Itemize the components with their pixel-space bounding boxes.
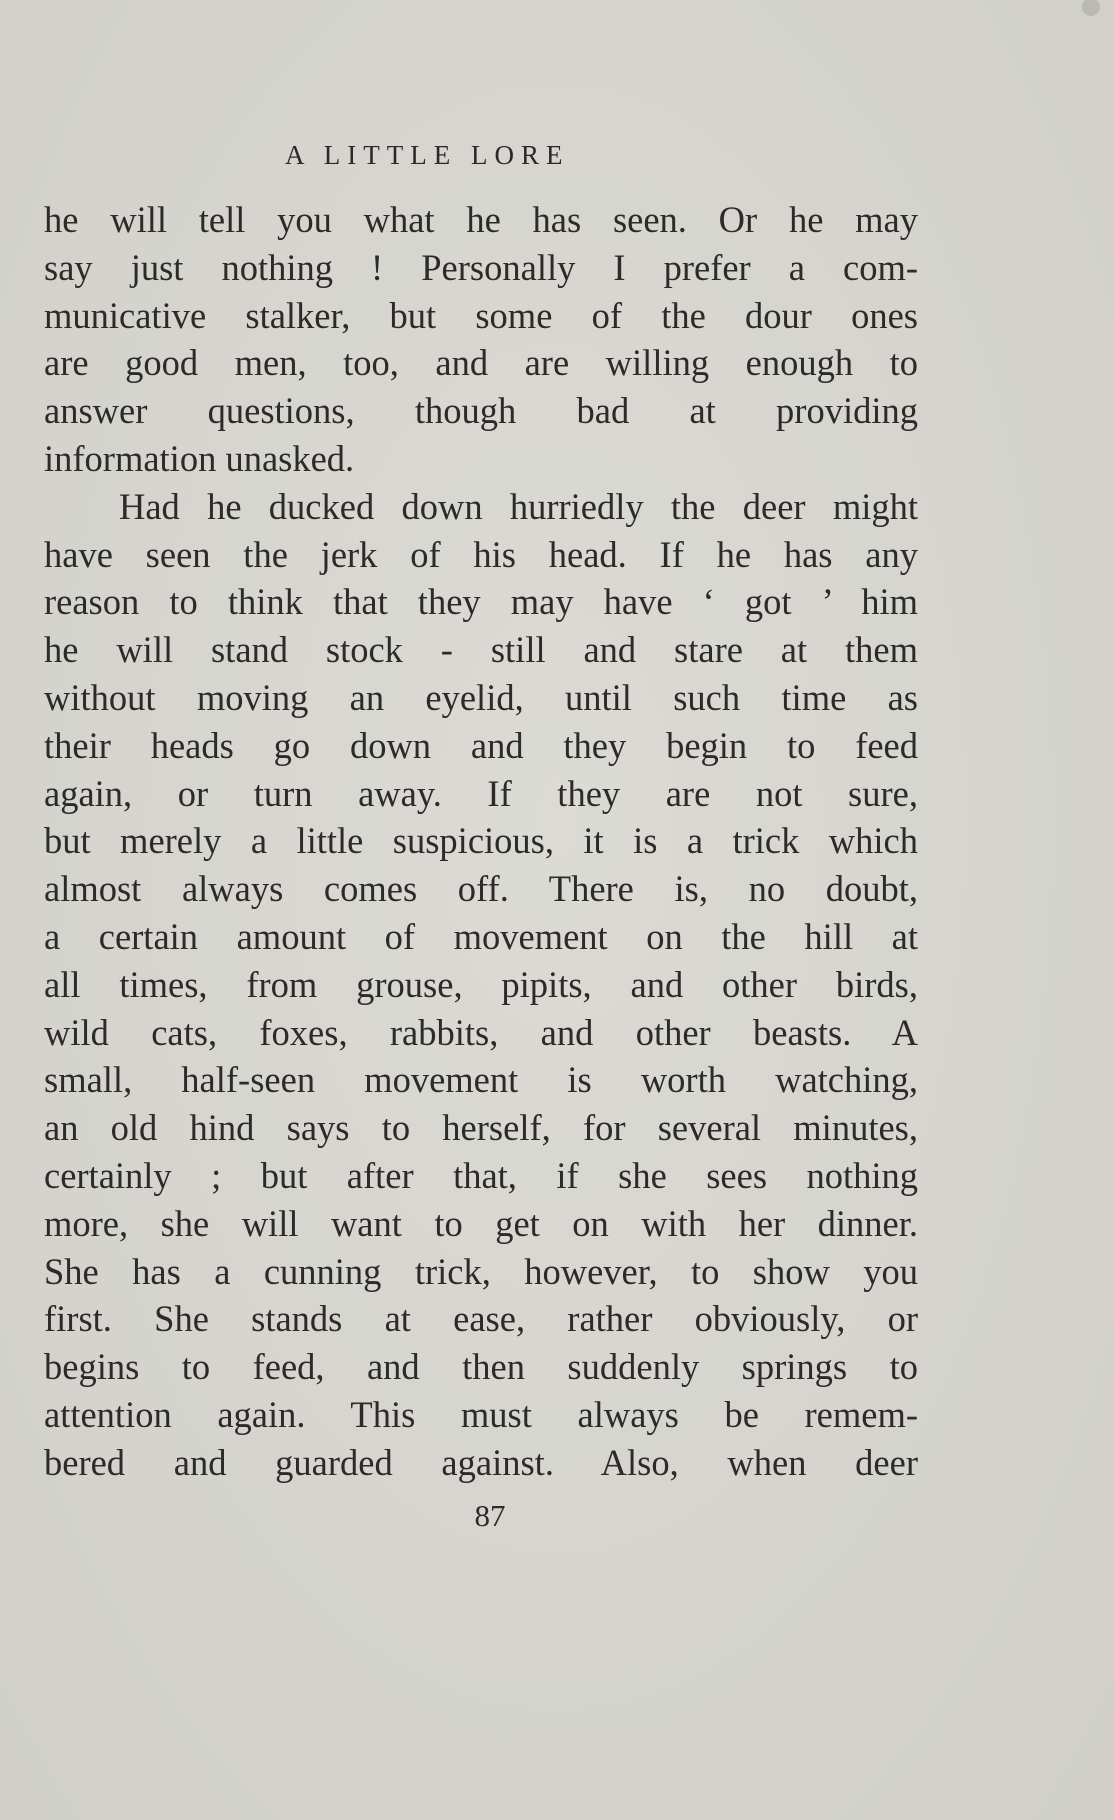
text-line: information unasked. — [44, 437, 355, 479]
text-line: more, she will want to get on with her dinner. — [44, 1202, 918, 1244]
text-line: answer questions, though bad at providing — [44, 390, 918, 432]
text-line: begins to feed, and then suddenly springs to — [44, 1346, 918, 1388]
text-line: bered and guarded against. Also, when deer — [44, 1441, 918, 1483]
text-line: say just nothing ! Personally I prefer a com- — [44, 246, 918, 288]
text-line: have seen the jerk of his head. If he has any — [44, 533, 918, 575]
page-text — [44, 196, 918, 1487]
text-line: attention again. This must always be remem- — [44, 1393, 918, 1435]
paper-speck — [1082, 0, 1100, 16]
page-number: 87 — [474, 1498, 506, 1533]
text-line: small, half-seen movement is worth watching, — [44, 1059, 918, 1101]
text-line: again, or turn away. If they are not sure, — [44, 772, 918, 814]
text-line: all times, from grouse, pipits, and other birds, — [44, 963, 918, 1005]
text-line: their heads go down and they begin to feed — [44, 724, 918, 766]
text-line: almost always comes off. There is, no doubt, — [44, 868, 918, 910]
text-line: but merely a little suspicious, it is a trick which — [44, 820, 918, 862]
text-line: first. She stands at ease, rather obviously, or — [44, 1298, 918, 1340]
text-line: certainly ; but after that, if she sees nothing — [44, 1154, 918, 1196]
text-line: municative stalker, but some of the dour ones — [44, 294, 918, 336]
text-line: reason to think that they may have ‘ got ’ him — [44, 581, 918, 623]
text-line: Had he ducked down hurriedly the deer might — [119, 485, 918, 527]
text-line: he will stand stock - still and stare at them — [44, 629, 918, 671]
text-line: he will tell you what he has seen. Or he may — [44, 199, 918, 240]
text-line: wild cats, foxes, rabbits, and other beasts. A — [44, 1011, 918, 1053]
text-line: She has a cunning trick, however, to show you — [44, 1250, 918, 1292]
text-line: are good men, too, and are willing enough to — [44, 342, 918, 384]
running-head: A LITTLE LORE — [285, 140, 570, 170]
text-line: a certain amount of movement on the hill at — [44, 915, 918, 957]
text-line: without moving an eyelid, until such time as — [44, 676, 918, 718]
text-line: an old hind says to herself, for several minutes, — [44, 1107, 918, 1149]
